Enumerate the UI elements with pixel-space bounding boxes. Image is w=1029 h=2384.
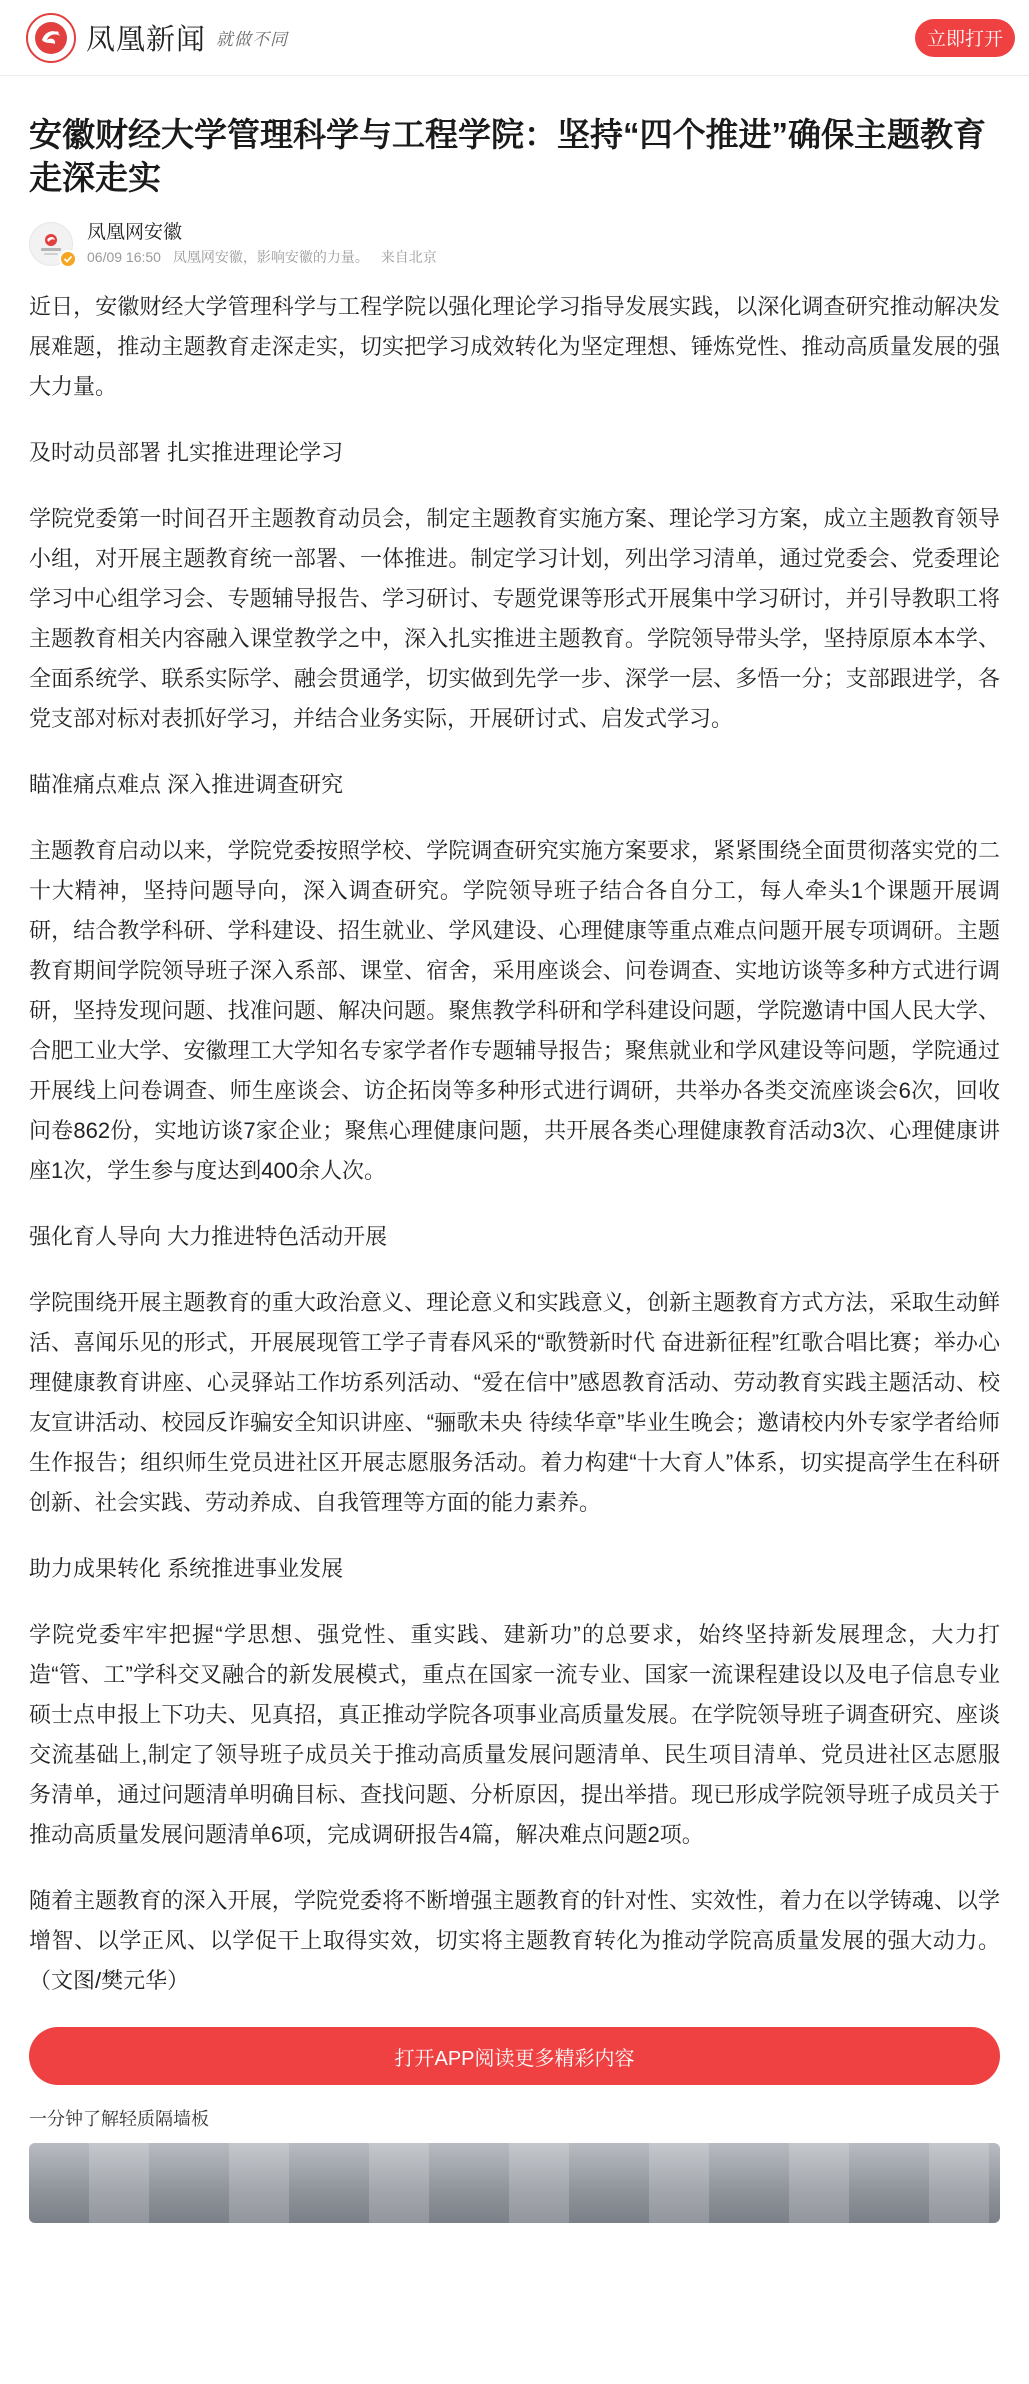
author-avatar[interactable] bbox=[29, 222, 73, 266]
author-description: 凤凰网安徽，影响安徽的力量。 bbox=[172, 249, 369, 265]
paragraph: 学院党委牢牢把握“学思想、强党性、重实践、建新功”的总要求，始终坚持新发展理念，大力打造“管、工”学科交叉融合的新发展模式，重点在国家一流专业、国家一流课程建设以及电子信息专业硕士点申报上下功夫、见真招，真正推动学院各项事业高质量发展。在学院领导班子调查研究、座谈交流基础上,制定了领导班子成员关于推动高质量发展问题清单、民生项目清单、党员进社区志愿服务清单，通过问题清单明确目标、查找问题、分析原因，提出举措。现已形成学院领导班子成员关于推动高质量发展问题清单6项，完成调研报告4篇，解决难点问题2项。 bbox=[29, 1622, 1000, 1847]
section-heading: 瞄准痛点难点 深入推进调查研究 bbox=[29, 772, 344, 797]
brand-name: 凤凰新闻 bbox=[86, 22, 207, 56]
publish-date: 06/09 16:50 bbox=[87, 249, 161, 265]
byline-text bbox=[87, 221, 445, 267]
brand-slogan: 就做不同 bbox=[216, 30, 289, 50]
section-heading: 助力成果转化 系统推进事业发展 bbox=[29, 1556, 344, 1581]
article-body bbox=[29, 287, 1000, 2001]
promo-title[interactable]: 一分钟了解轻质隔墙板 bbox=[29, 2109, 209, 2129]
brand[interactable] bbox=[26, 13, 288, 63]
section-heading: 强化育人导向 大力推进特色活动开展 bbox=[29, 1224, 388, 1249]
open-app-button[interactable]: 立即打开 bbox=[915, 19, 1015, 57]
byline bbox=[29, 221, 1000, 267]
paragraph: 学院围绕开展主题教育的重大政治意义、理论意义和实践意义，创新主题教育方式方法，采取生动鲜活、喜闻乐见的形式，开展展现管工学子青春风采的“歌赞新时代 奋进新征程”红歌合唱比赛；举办心理健康教育讲座、心灵驿站工作坊系列活动、“爱在信中”感恩教育活动、劳动教育实践主题活动、校友宣讲活动、校园反诈骗安全知识讲座、“骊歌未央 待续华章”毕业生晚会；邀请校内外专家学者给师生作报告；组织师生党员进社区开展志愿服务活动。着力构建“十大育人”体系，切实提高学生在科研创新、社会实践、劳动养成、自我管理等方面的能力素养。 bbox=[29, 1290, 1000, 1515]
section-heading: 及时动员部署 扎实推进理论学习 bbox=[29, 440, 344, 465]
article bbox=[0, 113, 1029, 2223]
phoenix-logo-icon bbox=[26, 13, 76, 63]
paragraph: 主题教育启动以来，学院党委按照学校、学院调查研究实施方案要求，紧紧围绕全面贯彻落实党的二十大精神，坚持问题导向，深入调查研究。学院领导班子结合各自分工，每人牵头1个课题开展调研，结合教学科研、学科建设、招生就业、学风建设、心理健康等重点难点问题开展专项调研。主题教育期间学院领导班子深入系部、课堂、宿舍，采用座谈会、问卷调查、实地访谈等多种方式进行调研，坚持发现问题、找准问题、解决问题。聚焦教学科研和学科建设问题，学院邀请中国人民大学、合肥工业大学、安徽理工大学知名专家学者作专题辅导报告；聚焦就业和学风建设等问题，学院通过开展线上问卷调查、师生座谈会、访企拓岗等多种形式进行调研，共举办各类交流座谈会6次，回收问卷862份，实地访谈7家企业；聚焦心理健康问题，共开展各类心理健康教育活动3次、心理健康讲座1次，学生参与度达到400余人次。 bbox=[29, 838, 1000, 1183]
top-bar bbox=[0, 0, 1029, 76]
paragraph: 随着主题教育的深入开展，学院党委将不断增强主题教育的针对性、实效性，着力在以学铸魂、以学增智、以学正风、以学促干上取得实效，切实将主题教育转化为推动学院高质量发展的强大动力。（文图/樊元华） bbox=[29, 1888, 1000, 1993]
open-app-read-more-button[interactable]: 打开APP阅读更多精彩内容 bbox=[29, 2027, 1000, 2085]
author-name[interactable]: 凤凰网安徽 bbox=[87, 222, 183, 243]
paragraph: 近日，安徽财经大学管理科学与工程学院以强化理论学习指导发展实践，以深化调查研究推动解决发展难题，推动主题教育走深走实，切实把学习成效转化为坚定理想、锤炼党性、推动高质量发展的强大力量。 bbox=[29, 294, 1000, 399]
article-source: 来自北京 bbox=[380, 249, 437, 265]
verified-badge-icon bbox=[59, 250, 77, 268]
article-title: 安徽财经大学管理科学与工程学院：坚持“四个推进”确保主题教育走深走实 bbox=[29, 116, 986, 196]
promo-image[interactable] bbox=[29, 2143, 1000, 2223]
paragraph: 学院党委第一时间召开主题教育动员会，制定主题教育实施方案、理论学习方案，成立主题教育领导小组，对开展主题教育统一部署、一体推进。制定学习计划，列出学习清单，通过党委会、党委理论学习中心组学习会、专题辅导报告、学习研讨、专题党课等形式开展集中学习研讨，并引导教职工将主题教育相关内容融入课堂教学之中，深入扎实推进主题教育。学院领导带头学，坚持原原本本学、全面系统学、联系实际学、融会贯通学，切实做到先学一步、深学一层、多悟一分；支部跟进学，各党支部对标对表抓好学习，并结合业务实际，开展研讨式、启发式学习。 bbox=[29, 506, 1000, 731]
article-meta bbox=[87, 247, 445, 267]
